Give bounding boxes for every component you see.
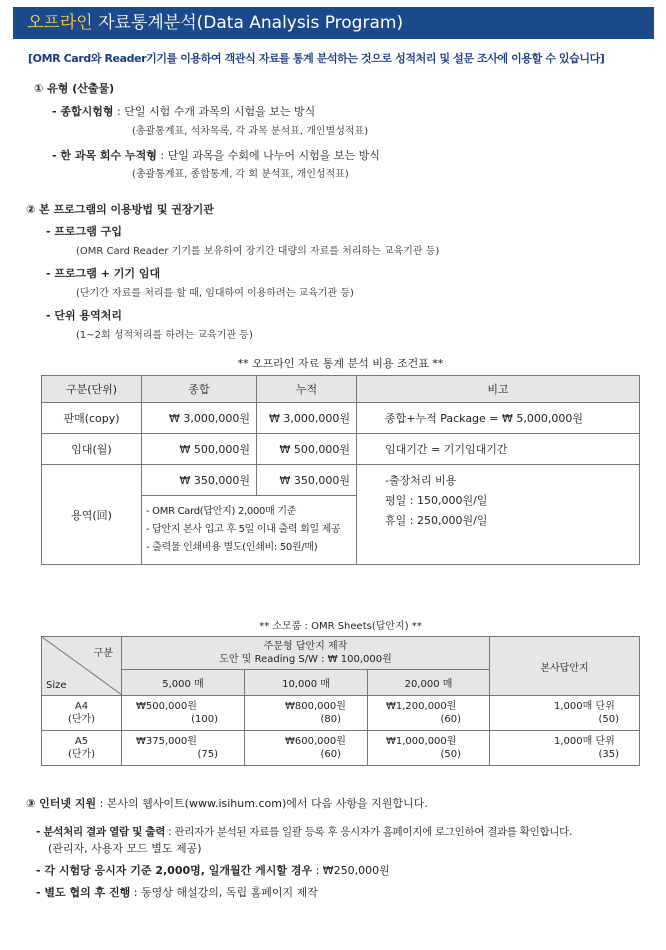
item-text: : 단일 과목을 수회에 나누어 시험을 보는 방식	[156, 149, 380, 162]
item-text: : 단일 시험 수개 과목의 시험을 보는 방식	[113, 105, 316, 118]
note-line: 평일 : 150,000원/일	[385, 494, 488, 507]
unit-price: (60)	[320, 749, 341, 760]
cumulative-price: ₩ 350,000원	[257, 465, 357, 496]
cumulative-price: ₩ 500,000원	[257, 434, 357, 465]
row-note: 임대기간 = 기기임대기간	[357, 434, 640, 465]
banner-title: 자료통계분석(Data Analysis Program)	[92, 13, 404, 33]
unit-price: (60)	[440, 714, 461, 725]
item-label: - 별도 협의 후 진행	[36, 886, 131, 899]
unit-price: (75)	[197, 749, 218, 760]
total-price: ₩ 500,000원	[142, 434, 257, 465]
size-label: A5	[74, 736, 89, 747]
section2-item-sub: (OMR Card Reader 기기를 보유하여 장기간 대량의 자료를 처리하는 교육기관 등)	[76, 246, 440, 257]
price-cell	[368, 696, 490, 731]
own-price-cell	[490, 696, 640, 731]
table-row	[42, 403, 640, 434]
total-price: ₩ 350,000원	[142, 465, 257, 496]
item-sub: (총괄통계표, 석차목록, 각 과목 분석표, 개인별성적표)	[132, 126, 369, 137]
own-price-cell	[490, 731, 640, 766]
item-sub: (관리자, 사용자 모드 별도 제공)	[48, 842, 202, 855]
section2-item-label: - 프로그램 + 기기 임대	[46, 267, 161, 280]
price-cell	[368, 731, 490, 766]
section2-heading: ② 본 프로그램의 이용방법 및 권장기관	[26, 203, 214, 216]
unit-label: (단가)	[67, 749, 96, 760]
section3-item	[36, 884, 318, 900]
table-row	[42, 434, 640, 465]
header-cell: 누적	[257, 376, 357, 403]
unit-price: (80)	[320, 714, 341, 725]
cumulative-price: ₩ 3,000,000원	[257, 403, 357, 434]
heading-label: ③ 인터넷 지원	[26, 797, 97, 810]
row-label: 임대(월)	[42, 434, 142, 465]
own-price: (35)	[598, 749, 619, 760]
item-text: : ₩250,000원	[312, 864, 390, 877]
group-title: 주문형 답안지 제작	[263, 640, 348, 652]
unit-price: (50)	[440, 749, 461, 760]
table-row	[42, 731, 640, 766]
detail-line: - 출력물 인쇄비용 별도(인쇄비: 50원/매)	[146, 542, 318, 553]
row-label: 용역(回)	[42, 465, 142, 565]
cost-table-caption: ** 오프라인 자료 통계 분석 비용 조건표 **	[237, 357, 444, 370]
price: ₩500,000원	[136, 701, 197, 712]
section2-item-label: - 프로그램 구입	[46, 225, 122, 238]
item-sub: (총괄통계표, 종합통계, 각 회 분석표, 개인성적표)	[132, 169, 349, 180]
banner-accent: 오프라인	[27, 13, 93, 33]
section2-item-sub: (1~2회 성적처리를 하려는 교육기관 등)	[76, 330, 253, 341]
own-price: (50)	[598, 714, 619, 725]
header-cell: 비고	[357, 376, 640, 403]
header-cell: 구분(단위)	[42, 376, 142, 403]
price: ₩1,200,000원	[386, 701, 457, 712]
corner-cell	[42, 637, 122, 696]
group-subtitle: 도안 및 Reading S/W : ₩ 100,000원	[219, 653, 392, 665]
corner-bottom-label: Size	[46, 680, 67, 691]
unit-label: (단가)	[67, 714, 96, 725]
own-sheet-header: 본사답안지	[490, 637, 640, 696]
note-line: 휴일 : 250,000원/일	[385, 514, 488, 527]
row-note: 종합+누적 Package = ₩ 5,000,000원	[357, 403, 640, 434]
section2-item-label: - 단위 용역처리	[46, 309, 122, 322]
price: ₩600,000원	[285, 736, 346, 747]
item-label: - 한 과목 회수 누적형	[52, 149, 157, 162]
price-cell	[245, 696, 368, 731]
service-notes	[357, 465, 640, 565]
section3-item	[36, 862, 390, 878]
price-cell	[122, 731, 245, 766]
heading-text: : 본사의 웹사이트(www.isihum.com)에서 다음 사항을 지원합니다.	[96, 797, 428, 810]
item-label: - 분석처리 결과 열람 및 출력	[36, 826, 166, 838]
size-cell	[42, 731, 122, 766]
service-details	[142, 496, 357, 565]
unit-price: (100)	[191, 714, 218, 725]
table-row	[42, 465, 640, 496]
page-banner	[13, 7, 654, 39]
price-cell	[122, 696, 245, 731]
section3-heading	[26, 795, 428, 811]
note-line: -출장처리 비용	[385, 474, 457, 487]
group-header	[122, 637, 490, 670]
item-text: : 동영상 해설강의, 독립 홈페이지 제작	[130, 886, 318, 899]
table-header-row	[42, 637, 640, 670]
sheet-table	[41, 636, 640, 766]
price: ₩800,000원	[285, 701, 346, 712]
cost-table	[41, 375, 640, 565]
section1-heading: ① 유형 (산출물)	[34, 82, 115, 95]
price: ₩1,000,000원	[386, 736, 457, 747]
price-cell	[245, 731, 368, 766]
qty-header: 20,000 매	[368, 669, 490, 695]
section3-item	[36, 824, 572, 839]
total-price: ₩ 3,000,000원	[142, 403, 257, 434]
row-label: 판매(copy)	[42, 403, 142, 434]
detail-line: - OMR Card(답안지) 2,000매 기준	[146, 506, 297, 517]
own-unit: 1,000매 단위	[554, 701, 615, 712]
section2-item-sub: (단기간 자료를 처리를 할 때, 임대하여 이용하려는 교육기관 등)	[76, 288, 354, 299]
section1-item	[52, 103, 315, 119]
table-row	[42, 696, 640, 731]
price: ₩375,000원	[136, 736, 197, 747]
item-text: : 관리자가 분석된 자료를 일괄 등록 후 응시자가 홈페이지에 로그인하여 결과를 확인합니다.	[165, 826, 573, 838]
sheet-table-caption: ** 소모품 : OMR Sheets(답안지) **	[259, 621, 422, 632]
detail-line: - 답안지 본사 입고 후 5일 이내 출력 회일 제공	[146, 524, 341, 535]
table-header-row	[42, 376, 640, 403]
size-cell	[42, 696, 122, 731]
intro-text: [OMR Card와 Reader기기를 이용하여 객관식 자료를 통계 분석하는 것으로 성적처리 및 설문 조사에 이용할 수 있습니다]	[28, 52, 605, 65]
corner-top-label: 구분	[93, 648, 113, 659]
section1-item	[52, 147, 380, 163]
qty-header: 5,000 매	[122, 669, 245, 695]
own-unit: 1,000매 단위	[554, 736, 615, 747]
item-label: - 각 시험당 응시자 기준 2,000명, 일개월간 게시할 경우	[36, 864, 313, 877]
size-label: A4	[74, 701, 89, 712]
header-cell: 종합	[142, 376, 257, 403]
qty-header: 10,000 매	[245, 669, 368, 695]
item-label: - 종합시험형	[52, 105, 114, 118]
